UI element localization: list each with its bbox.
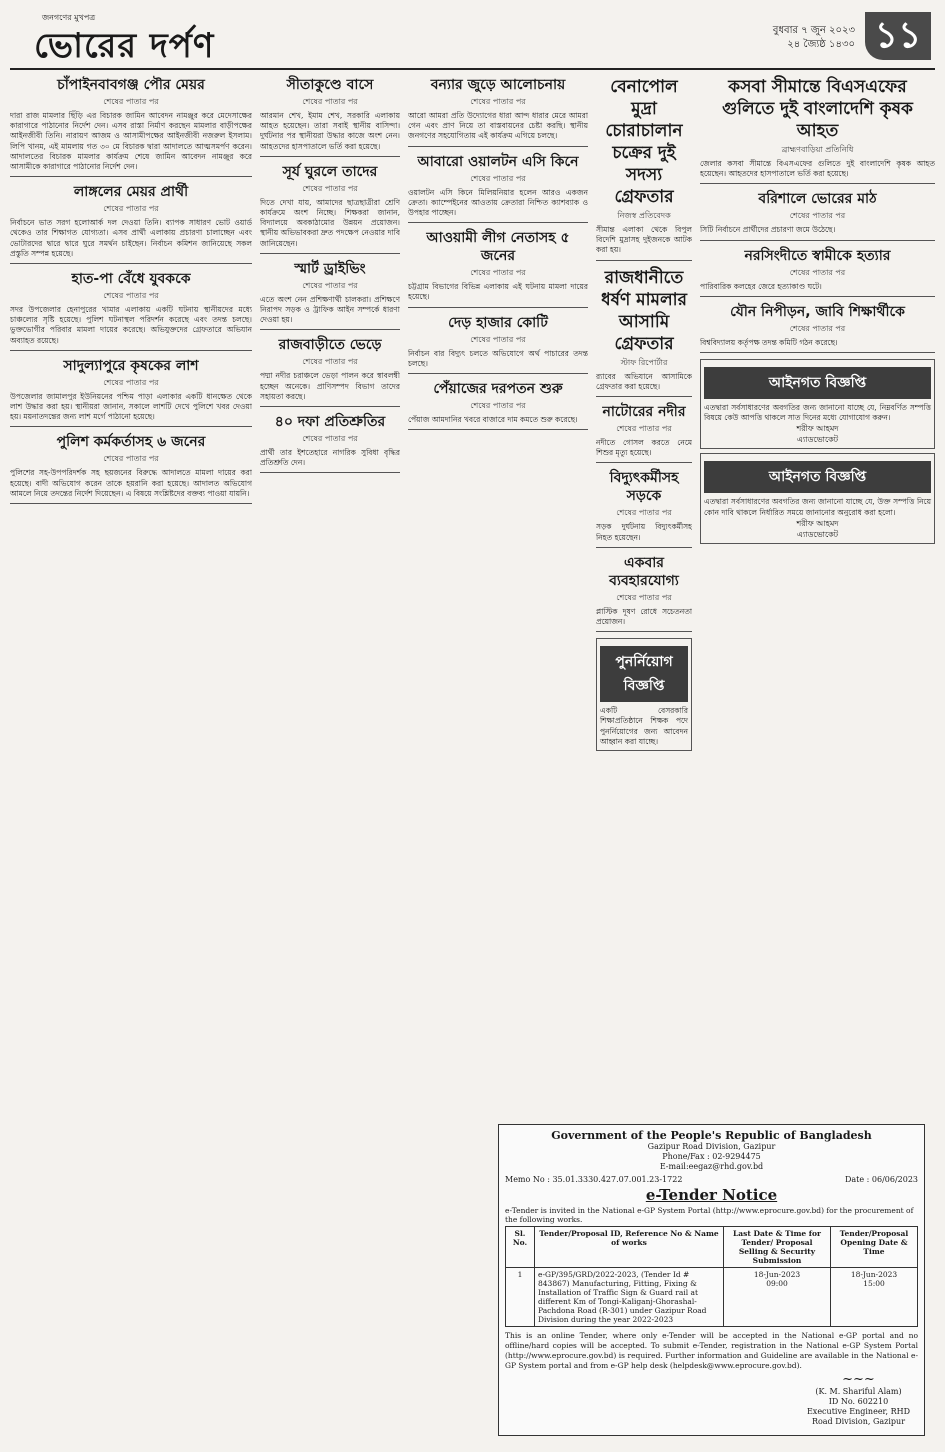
article-subhead: শেষের পাতার পর	[103, 97, 159, 106]
article	[700, 190, 935, 240]
article-headline: রাজবাড়ীতে ভেড়ে	[278, 337, 382, 354]
article-divider	[700, 183, 935, 184]
article-divider	[10, 426, 252, 427]
article-body: প্লাস্টিক দূষণ রোধে সচেতনতা প্রয়োজন।	[596, 606, 692, 627]
article-body: নির্বাচনে ভাত সরগ হলোআর্ক দল দেওয়া তিনি। ব্যাপক সাধারণ ভোট ওয়ার্ড থেকেও তার শিক্ষাগত যোগ্যতা। এসব প্রার্থী এলাকায় প্রচারণা চালাচ্ছেন এবং ভোটারদের দ্বারে দ্বারে ঘুরে সমর্থন চাইছেন। নির্বাচন কমিশন জানিয়েছে সকল প্রস্তুতি সম্পন্ন হয়েছে।	[10, 218, 252, 258]
article-headline: সীতাকুণ্ডে বাসে	[286, 77, 374, 93]
article	[408, 153, 588, 224]
article-body: দারা রাজ মামলার ছিঁড়ি এর বিচারক জামিন আবেদন নামঞ্জুর করে মেদেসাক্ষের কারাগারে পাঠানোর নির্দেশ দেন। এসব রাস্তা নির্মাণ করছেন মামলার বাড়ীপক্ষের আইনজীবী তিনি। নারায়ণ আজম ও আসামীপক্ষের আইনজীবী নজরুল ইসলাম। লিপি খানম, এই মামলায় গত ৩০ মে বিচারক দ্বারা আদালতে আত্মসমর্পণ করেন। আদালতের বিচারক মামলার কার্যক্রম শেষে জামিন আবেদন নামঞ্জুর করে আসামীকে কারাগারে পাঠানোর নির্দেশ দেন।	[10, 111, 252, 172]
article-divider	[10, 350, 252, 351]
article-body: দিতে দেখা যায়, আমাদের ছাত্রছাত্রীরা শ্রেণি কার্যক্রমে অংশ নিচ্ছে। শিক্ষকরা জানান, বিদ্যালয়ে অবকাঠামোর উন্নয়ন প্রয়োজন। স্থানীয় অভিভাবকরা দ্রুত পদক্ষেপ নেওয়ার দাবি জানিয়েছেন।	[260, 197, 400, 248]
tender-signature	[807, 1372, 910, 1427]
article-divider	[260, 253, 400, 254]
article	[10, 270, 252, 351]
article-body: ওয়ালটন এসি কিনে মিলিয়নিয়ার হলেন আরও একজন ক্রেতা। ক্যাম্পেইনের আওতায় ক্রেতারা নিশ্চিত ক্যাশব্যাক ও উপহার পাচ্ছেন।	[408, 187, 588, 218]
article-subhead: শেষের পাতার পর	[470, 334, 526, 344]
article	[260, 413, 400, 473]
article-body: চট্টগ্রাম বিভাগের বিভিন্ন এলাকায় এই ঘটনায় মামলা দায়ের হয়েছে।	[408, 282, 588, 302]
article-headline: কসবা সীমান্তে বিএসএফের গুলিতে দুই বাংলাদেশি কৃষক আহত	[722, 77, 913, 141]
legal-notice-1	[700, 359, 935, 449]
article	[10, 357, 252, 428]
article-divider	[10, 503, 252, 504]
article-body: উপজেলার জামালপুর ইউনিয়নের পশ্চিম পাড়া এলাকার একটি ধানক্ষেত থেকে লাশ উদ্ধার করা হয়। স্থানীয়রা জানান, সকালে লাশটি দেখে পুলিশে খবর দেওয়া হয়। ময়নাতদন্তের জন্য লাশ মর্গে পাঠানো হয়েছে।	[10, 391, 252, 422]
article-subhead: শেষের পাতার পর	[616, 424, 672, 434]
article-subhead: শেষের পাতার পর	[616, 592, 672, 602]
article-divider	[408, 307, 588, 308]
reappoint-notice	[596, 638, 692, 751]
tender-signer-id: ID No. 602210	[828, 1397, 889, 1406]
article-headline: হাত-পা বেঁধে যুবককে	[71, 271, 191, 288]
article-body: সড়ক দুর্ঘটনায় বিদ্যুৎকর্মীসহ নিহত হয়েছেন।	[596, 522, 692, 542]
article-headline: বিদ্যুৎকর্মীসহ সড়কে	[609, 470, 679, 505]
brand-tagline: জনগণের মুখপত্র	[42, 13, 96, 22]
article-headline: লাঙ্গলের মেয়র প্রার্থী	[73, 184, 189, 201]
article-headline: সূর্য ঘুরলে তাদের	[282, 163, 378, 180]
article-subhead: শেষের পাতার পর	[470, 401, 526, 411]
article-divider	[260, 406, 400, 407]
article	[10, 76, 252, 177]
article-divider	[596, 260, 692, 261]
column-2	[260, 74, 400, 1446]
legal-notice-1-role: এ্যাডভোকেট	[796, 435, 839, 445]
article	[408, 229, 588, 307]
article-body: আরমান শেখ, ইমাম শেখ, সরকারি এলাকায় আহত হয়েছেন। তারা সবাই স্থানীয় বাসিন্দা। দুর্ঘটনার পর স্থানীয়রা উদ্ধার কাজে অংশ নেন। আহতদের হাসপাতালে ভর্তি করা হয়েছে।	[260, 111, 400, 151]
article-subhead: শেষের পাতার পর	[302, 357, 358, 367]
tender-office: Gazipur Road Division, Gazipur	[647, 1142, 776, 1151]
article-headline: আবারো ওয়ালটন এসি কিনে	[417, 153, 579, 170]
article-body: সিটি নির্বাচনে প্রার্থীদের প্রচারণা জমে উঠেছে।	[700, 225, 836, 235]
row-work: e-GP/395/GRD/2022-2023, (Tender Id # 843867) Manufacturing, Fitting, Fixing & Installation of Traffic Sign & Guard rail at different Km of Tongi-Kaliganj-Ghorashal-Pachdona Road (R-301) under Gazipur Road Division during the year 2022-2023	[535, 1268, 724, 1327]
brand-logo: ভোরের দর্পণ	[34, 26, 215, 66]
article-divider	[408, 146, 588, 147]
date-line-2: ২৪ জ্যৈষ্ঠ ১৪৩০	[787, 39, 855, 50]
masthead	[10, 6, 935, 70]
tender-title: e-Tender Notice	[645, 1186, 778, 1204]
article-subhead: নিজস্ব প্রতিবেদক	[617, 211, 671, 220]
tender-signer-office: Road Division, Gazipur	[811, 1417, 906, 1426]
legal-notice-2-role: এ্যাডভোকেট	[796, 529, 839, 539]
header-last-date: Last Date & Time for Tender/ Proposal Selling & Security Submission	[724, 1227, 831, 1268]
article	[260, 76, 400, 157]
article	[10, 183, 252, 264]
tender-memo: Memo No : 35.01.3330.427.07.001.23-1722	[505, 1175, 683, 1184]
article-divider	[260, 329, 400, 330]
article-headline: যৌন নিপীড়ন, জাবি শিক্ষার্থীকে	[730, 303, 905, 320]
article-divider	[596, 396, 692, 397]
row-sl: 1	[506, 1268, 535, 1327]
article-body: সদর উপজেলার হেনাপুরের খামার এলাকায় একটি ঘটনায় স্থানীয়দের মধ্যে চাঞ্চল্যের সৃষ্টি হয়েছে। পুলিশ ঘটনাস্থল পরিদর্শন করেছে এবং তদন্ত চলছে। ভুক্তভোগীর পরিবার মামলা দায়ের করেছে। অভিযুক্তদের গ্রেফতারে অভিযান অব্যাহত রয়েছে।	[10, 305, 252, 345]
article	[700, 247, 935, 297]
article	[596, 469, 692, 547]
article	[260, 260, 400, 331]
article-subhead: শেষের পাতার পর	[789, 211, 846, 221]
article-headline: সাদুল্যাপুরে কৃষকের লাশ	[63, 357, 199, 374]
article-subhead: শেষের পাতার পর	[103, 454, 159, 464]
article-headline: একবার ব্যবহারযোগ্য	[609, 554, 679, 589]
tender-email: E-mail:eegaz@rhd.gov.bd	[659, 1162, 764, 1171]
article	[260, 163, 400, 254]
article-divider	[260, 472, 400, 473]
tender-note: This is an online Tender, where only e-Tender will be accepted in the National e-GP portal and no offline/hard copies will be accepted. To submit e-Tender, registration in the National e-GP System Portal (http://www.eprocure.gov.bd) is required. Further information and Guideline are available in the National e-GP System portal and from e-GP help desk (helpdesk@www.eprocure.gov.bd).	[505, 1331, 918, 1370]
article-divider	[596, 631, 692, 632]
article-body: নদীতে গোসল করতে নেমে শিশুর মৃত্যু হয়েছে।	[596, 438, 692, 458]
article-subhead: শেষের পাতার পর	[302, 280, 358, 290]
article-subhead: শেষের পাতার পর	[789, 267, 846, 277]
article-subhead: শেষের পাতার পর	[616, 508, 672, 518]
article-subhead: শেষের পাতার পর	[302, 183, 358, 193]
article-headline: পেঁয়াজের দরপতন শুরু	[433, 381, 563, 398]
article-headline: নরসিংদীতে স্বামীকে হত্যার	[744, 247, 891, 264]
article-subhead: শেষের পাতার পর	[470, 97, 526, 106]
article-body: আরো আমরা প্রতি উদ্যোগের ধারা আন্দ ধারার মেরে আমরা গেন এবং প্রাণ নিয়ে তা বাস্তবায়নের চেষ্টা করছি। স্থানীয় জনগণের সহযোগিতায় এই কার্যক্রম এগিয়ে চলছে।	[408, 111, 588, 141]
article-subhead: ব্রাহ্মণবাড়িয়া প্রতিনিধি	[781, 145, 854, 154]
article-headline: পুলিশ কর্মকর্তাসহ ৬ জনের	[56, 434, 206, 451]
article	[596, 267, 692, 397]
article-divider	[596, 547, 692, 548]
article-headline: বরিশালে ভোরের মাঠ	[758, 191, 877, 208]
article-divider	[700, 240, 935, 241]
article-divider	[596, 462, 692, 463]
article-divider	[10, 176, 252, 177]
tender-table	[505, 1226, 918, 1327]
date-line-1: বুধবার ৭ জুন ২০২৩	[772, 25, 855, 36]
row-last-date: 18-Jun-2023	[753, 1270, 801, 1279]
tender-signer: (K. M. Shariful Alam)	[815, 1387, 902, 1396]
article-subhead: শেষের পাতার পর	[103, 291, 159, 301]
signature-mark: ~~~	[842, 1372, 875, 1387]
article-divider	[408, 222, 588, 223]
reappoint-text: একটি বেসরকারি শিক্ষাপ্রতিষ্ঠানে শিক্ষক পদে পুনর্নিয়োগের জন্য আবেদন আহ্বান করা যাচ্ছে।	[600, 706, 688, 746]
article-subhead: শেষের পাতার পর	[302, 97, 358, 106]
article-divider	[408, 373, 588, 374]
legal-notice-1-title: আইনগত বিজ্ঞপ্তি	[704, 367, 931, 399]
tender-government: Government of the People's Republic of Bangladesh	[551, 1129, 872, 1142]
table-row	[506, 1268, 918, 1327]
row-last	[724, 1268, 831, 1327]
article-subhead: শেষের পাতার পর	[103, 377, 159, 387]
e-tender-notice	[498, 1124, 925, 1436]
article-divider	[700, 296, 935, 297]
header-opening: Tender/Proposal Opening Date & Time	[831, 1227, 918, 1268]
tender-date: Date : 06/06/2023	[844, 1175, 918, 1184]
row-open-time: 15:00	[863, 1279, 885, 1288]
article	[260, 336, 400, 407]
article-body: পেঁয়াজ আমদানির খবরে বাজারে দাম কমতে শুরু করেছে।	[408, 415, 578, 425]
article-body: র‍্যাবের অভিযানে আসামিকে গ্রেফতার করা হয়েছে।	[596, 371, 692, 391]
row-open-date: 18-Jun-2023	[850, 1270, 898, 1279]
legal-notice-2	[700, 453, 935, 543]
article-headline: রাজধানীতে ধর্ষণ মামলার আসামি গ্রেফতার	[601, 267, 687, 354]
article-headline: নাটোরের নদীর	[602, 404, 686, 421]
article-subhead: শেষের পাতার পর	[470, 268, 526, 278]
tender-memo-row	[505, 1175, 918, 1184]
article-divider	[260, 156, 400, 157]
article-headline: স্মার্ট ড্রাইভিং	[294, 260, 366, 277]
article	[408, 314, 588, 374]
article-headline: চাঁপাইনবাবগঞ্জ পৌর মেয়র	[57, 77, 205, 93]
tender-intro: e-Tender is invited in the National e-GP System Portal (http://www.eprocure.gov.bd) for the procurement of the following works.	[505, 1206, 914, 1224]
article-headline: দেড় হাজার কোটি	[448, 314, 548, 331]
page-number: ১১	[865, 12, 931, 60]
header-work: Tender/Proposal ID, Reference No & Name of works	[535, 1227, 724, 1268]
date-box	[773, 24, 855, 52]
article-divider	[10, 263, 252, 264]
row-open	[831, 1268, 918, 1327]
tender-signer-role: Executive Engineer, RHD	[806, 1407, 910, 1416]
legal-notice-2-title: আইনগত বিজ্ঞপ্তি	[704, 461, 931, 493]
article-subhead: শেষের পাতার পর	[103, 204, 159, 214]
article-headline: আওয়ামী লীগ নেতাসহ ৫ জনের	[426, 230, 570, 265]
article-subhead: শেষের পাতার পর	[789, 323, 846, 333]
article-subhead: শেষের পাতার পর	[302, 434, 358, 444]
article-body: এতে অংশ নেন প্রশিক্ষণার্থী চালকরা। প্রশিক্ষণে নিরাপদ সড়ক ও ট্রাফিক আইন সম্পর্কে ধারণা দেওয়া হয়।	[260, 294, 400, 325]
article	[596, 403, 692, 463]
article	[10, 433, 252, 504]
article	[700, 76, 935, 184]
tender-phone: Phone/Fax : 02-9294475	[662, 1152, 761, 1161]
column-1	[10, 74, 252, 1446]
legal-notice-2-signer: শরীফ আহমদ	[796, 518, 839, 528]
header-sl: Sl. No.	[506, 1227, 535, 1268]
article-headline: বন্যার জুড়ে আলোচনায়	[430, 77, 566, 93]
tender-table-header	[506, 1227, 918, 1268]
article-body: বিশ্ববিদ্যালয় কর্তৃপক্ষ তদন্ত কমিটি গঠন করেছে।	[700, 337, 838, 347]
article-body: প্রার্থী তার ইশতেহারে নাগরিক সুবিধা বৃদ্ধির প্রতিশ্রুতি দেন।	[260, 448, 400, 468]
article	[408, 380, 588, 430]
article-body: সীমান্ত এলাকা থেকে বিপুল বিদেশি মুদ্রাসহ দুইজনকে আটক করা হয়।	[596, 225, 692, 255]
article-headline: ৪০ দফা প্রতিশ্রুতির	[274, 414, 386, 431]
article	[700, 303, 935, 353]
article	[596, 554, 692, 632]
reappoint-title: পুনর্নিয়োগ বিজ্ঞপ্তি	[600, 646, 688, 702]
article-divider	[408, 429, 588, 430]
article-subhead: স্টাফ রিপোর্টার	[620, 357, 668, 367]
article-subhead: শেষের পাতার পর	[470, 173, 526, 183]
article-body: নির্বাচন বার বিদ্যুৎ চলতে অভিযোগে অর্থ পাচারের তদন্ত চলছে।	[408, 348, 588, 368]
article-divider	[700, 352, 935, 353]
legal-notice-2-text: এতদ্বারা সর্বসাধারণের অবগতির জন্য জানানো যাচ্ছে যে, উক্ত সম্পত্তি নিয়ে কোন দাবি থাকলে নির্ধারিত সময়ে জানানোর অনুরোধ করা হলো।	[704, 497, 931, 517]
article-headline: বেনাপোল মুদ্রা চোরাচালান চক্রের দুই সদস্য গ্রেফতার	[605, 77, 683, 207]
article-body: পুলিশের সহ-উপপরিদর্শক সহ ছয়জনের বিরুদ্ধে আদালতে মামলা দায়ের করা হয়েছে। বাদী অভিযোগ করেন তাকে হয়রানি করা হয়েছে। আদালত অভিযোগ আমলে নিয়ে তদন্তের নির্দেশ দিয়েছেন। এ বিষয়ে সংশ্লিষ্টদের বক্তব্য পাওয়া যায়নি।	[10, 468, 252, 498]
article	[596, 76, 692, 261]
article	[408, 76, 588, 147]
row-last-time: 09:00	[766, 1279, 788, 1288]
article-body: পদ্মা নদীর চরাঞ্চলে ভেড়া পালন করে স্বাবলম্বী হচ্ছেন অনেকে। প্রাণিসম্পদ বিভাগ তাদের সহায়তা করছে।	[260, 371, 400, 401]
article-body: পারিবারিক কলহের জেরে হত্যাকাণ্ড ঘটে।	[700, 281, 822, 291]
article-body: জেলার কসবা সীমান্তে বিএসএফের গুলিতে দুই বাংলাদেশি কৃষক আহত হয়েছেন। আহতদের হাসপাতালে ভর্তি করা হয়েছে।	[700, 159, 935, 179]
legal-notice-1-text: এতদ্বারা সর্বসাধারণের অবগতির জন্য জানানো যাচ্ছে যে, নিম্নবর্ণিত সম্পত্তি বিষয়ে কেউ আপত্তি থাকলে সাত দিনের মধ্যে যোগাযোগ করুন।	[704, 403, 931, 423]
legal-notice-1-signer: শরীফ আহমদ	[796, 424, 839, 434]
